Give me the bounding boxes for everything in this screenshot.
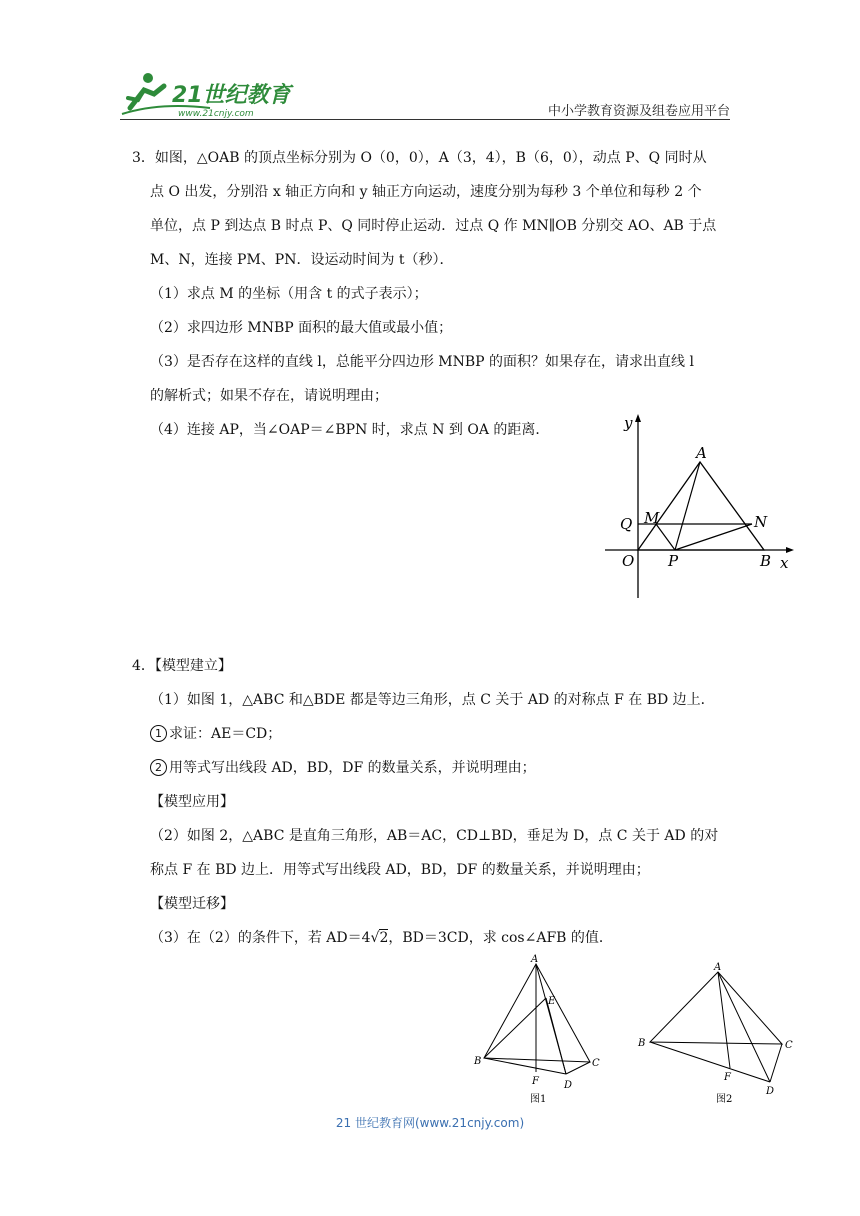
- point-m-label: M: [644, 509, 660, 527]
- point-q-label: Q: [620, 515, 633, 533]
- q4-part3: [150, 928, 613, 948]
- fig1-label-a: A: [531, 954, 539, 965]
- q4-part3-post: ，BD＝3CD，求 cos∠AFB 的值．: [388, 930, 613, 946]
- point-a-label: A: [696, 444, 707, 462]
- q4-title: 4．【模型建立】: [132, 658, 232, 674]
- q4-part2b: 称点 F 在 BD 边上．用等式写出线段 AD，BD，DF 的数量关系，并说明理由；: [150, 862, 650, 878]
- q4-part3-pre: （3）在（2）的条件下，若 AD＝4: [150, 930, 371, 946]
- q3-figure: [600, 410, 800, 605]
- fig2-caption: 图2: [716, 1094, 733, 1105]
- point-n-label: N: [754, 513, 768, 531]
- point-o-label: O: [622, 552, 635, 570]
- fig2-label-a: A: [714, 962, 722, 973]
- header-divider: [120, 119, 730, 120]
- logo: [120, 68, 310, 120]
- q3-line1: 3．如图，△OAB 的顶点坐标分别为 O（0，0），A（3，4），B（6，0），动点 P、Q 同时从: [132, 150, 707, 166]
- fig1-caption: 图1: [530, 1094, 547, 1105]
- axis-y-label: y: [624, 414, 633, 432]
- fig1-label-e: E: [548, 996, 556, 1007]
- point-b-label: B: [760, 552, 772, 570]
- q3-part3b: 的解析式；如果不存在，请说明理由；: [150, 388, 388, 404]
- q3-part3a: （3）是否存在这样的直线 l，总能平分四边形 MNBP 的面积？如果存在，请求出直线 l: [150, 354, 694, 370]
- q4-sub2: [150, 758, 536, 778]
- fig2-label-f: F: [724, 1072, 731, 1083]
- q4-heading-application: 【模型应用】: [150, 794, 234, 810]
- q4-sub1-text: 求证：AE＝CD；: [169, 726, 282, 742]
- q4-sub1: [150, 724, 281, 744]
- sqrt-symbol: √: [370, 930, 380, 946]
- fig1-label-b: B: [474, 1056, 482, 1067]
- q3-line2: 点 O 出发，分别沿 x 轴正方向和 y 轴正方向运动，速度分别为每秒 3 个单位和每秒 2 个: [150, 184, 702, 200]
- q4-part2a: （2）如图 2，△ABC 是直角三角形，AB＝AC，CD⊥BD，垂足为 D，点 C 关于 AD 的对: [150, 828, 719, 844]
- q4-part1: （1）如图 1，△ABC 和△BDE 都是等边三角形，点 C 关于 AD 的对称点 F 在 BD 边上．: [150, 692, 715, 708]
- logo-url: www.21cnjy.com: [178, 109, 254, 119]
- fig1-label-f: F: [532, 1076, 539, 1087]
- header-platform-text: 中小学教育资源及组卷应用平台: [547, 104, 730, 119]
- q3-line3: 单位，点 P 到达点 B 时点 P、Q 同时停止运动．过点 Q 作 MN∥OB 分别交 AO、AB 于点: [150, 218, 717, 234]
- fig2-label-c: C: [785, 1040, 793, 1051]
- page-footer: 21 世纪教育网(www.21cnjy.com): [335, 1116, 525, 1130]
- point-p-label: P: [668, 552, 679, 570]
- fig2-label-b: B: [638, 1038, 646, 1049]
- axis-x-label: x: [780, 554, 789, 572]
- logo-text: 21世纪教育: [172, 83, 291, 108]
- q4-part3-radicand: 2: [379, 930, 389, 946]
- fig1-label-c: C: [592, 1058, 600, 1069]
- fig1-label-d: D: [564, 1080, 573, 1091]
- circled-number-1: 1: [150, 725, 167, 742]
- q4-heading-transfer: 【模型迁移】: [150, 896, 234, 912]
- q4-figure-1: [470, 952, 620, 1107]
- fig2-label-d: D: [766, 1086, 775, 1097]
- q4-sub2-text: 用等式写出线段 AD，BD，DF 的数量关系，并说明理由；: [169, 760, 536, 776]
- q4-figure-2: [636, 958, 804, 1108]
- q3-line4: M、N，连接 PM、PN．设运动时间为 t（秒）．: [150, 252, 454, 268]
- q3-part1: （1）求点 M 的坐标（用含 t 的式子表示）；: [150, 286, 428, 302]
- q3-part4: （4）连接 AP，当∠OAP＝∠BPN 时，求点 N 到 OA 的距离．: [150, 422, 550, 438]
- q3-part2: （2）求四边形 MNBP 面积的最大值或最小值；: [150, 320, 453, 336]
- page-header: [120, 62, 730, 122]
- circled-number-2: 2: [150, 759, 167, 776]
